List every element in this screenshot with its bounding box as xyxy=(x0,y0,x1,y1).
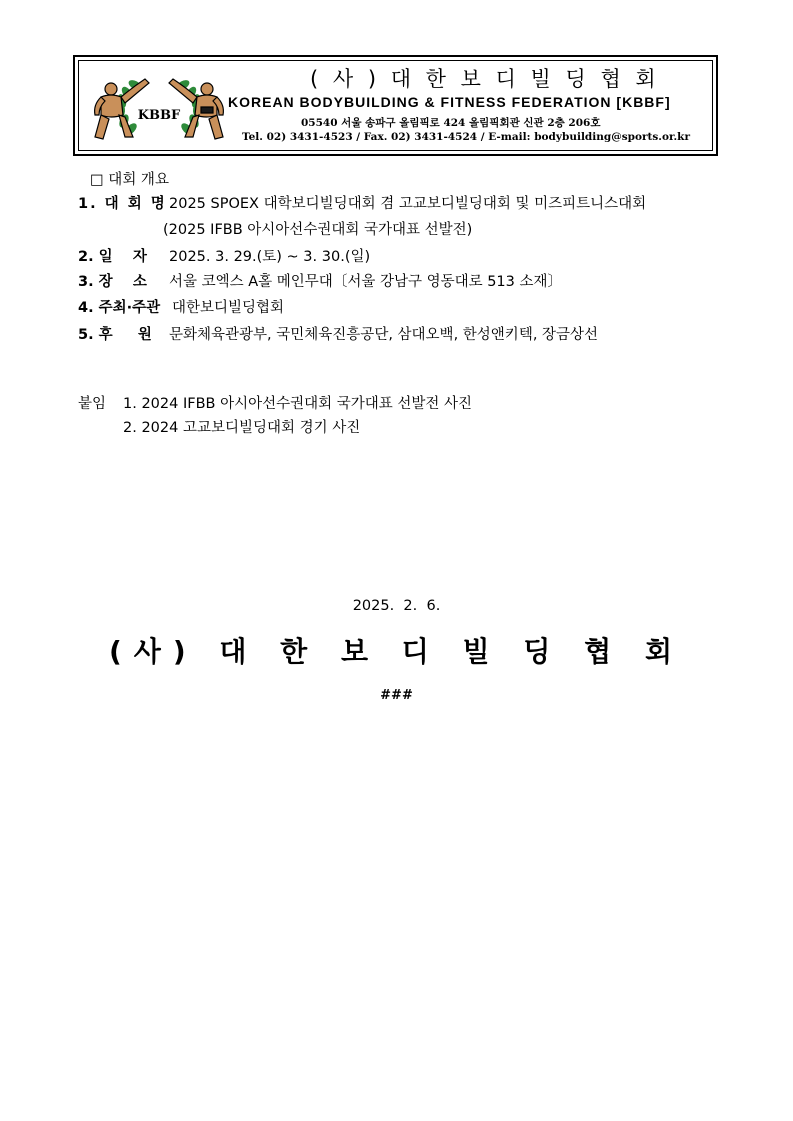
event-venue-value: 서울 코엑스 A홀 메인무대〔서울 강남구 영동대로 513 소재〕 xyxy=(169,274,563,290)
document-date: 2025. 2. 6. xyxy=(352,598,441,614)
event-name-label: 1. 대 회 명 xyxy=(78,196,167,212)
event-name-subtitle: (2025 IFBB 아시아선수권대회 국가대표 선발전) xyxy=(163,222,473,238)
event-sponsor-value: 문화체육관광부, 국민체육진흥공단, 삼대오백, 한성앤키텍, 장금상선 xyxy=(169,327,599,343)
logo-text: KBBF xyxy=(137,108,181,123)
attachment-item: 1. 2024 IFBB 아시아선수권대회 국가대표 선발전 사진 xyxy=(123,396,473,412)
end-mark: ### xyxy=(380,688,413,703)
event-date-label: 2. 일 자 xyxy=(78,249,147,265)
org-name-en: KOREAN BODYBUILDING & FITNESS FEDERATION [KBBF] xyxy=(228,94,671,110)
org-address: 05540 서울 송파구 올림픽로 424 올림픽회관 신관 2층 206호 xyxy=(301,117,601,129)
overview-heading: □ 대회 개요 xyxy=(90,172,169,188)
signature-org-name: (사) 대 한 보 디 빌 딩 협 회 xyxy=(108,635,684,668)
org-name-ko: ( 사 ) 대 한 보 디 빌 딩 협 회 xyxy=(310,67,660,91)
kbbf-logo xyxy=(89,67,229,147)
event-date-value: 2025. 3. 29.(토) ~ 3. 30.(일) xyxy=(169,249,371,265)
event-host-value: 대한보디빌딩협회 xyxy=(172,300,285,316)
letterhead xyxy=(73,55,718,156)
event-venue-label: 3. 장 소 xyxy=(78,274,147,290)
attachments-label: 붙임 xyxy=(78,396,107,412)
event-host-label: 4. 주최·주관 xyxy=(78,300,161,316)
org-contact: Tel. 02) 3431-4523 / Fax. 02) 3431-4524 / E-mail: bodybuilding@sports.or.kr xyxy=(242,131,690,143)
event-name-value: 2025 SPOEX 대학보디빌딩대회 겸 고교보디빌딩대회 및 미즈피트니스대회 xyxy=(169,196,647,212)
event-sponsor-label: 5. 후 원 xyxy=(78,327,152,343)
attachment-item: 2. 2024 고교보디빌딩대회 경기 사진 xyxy=(123,420,361,436)
